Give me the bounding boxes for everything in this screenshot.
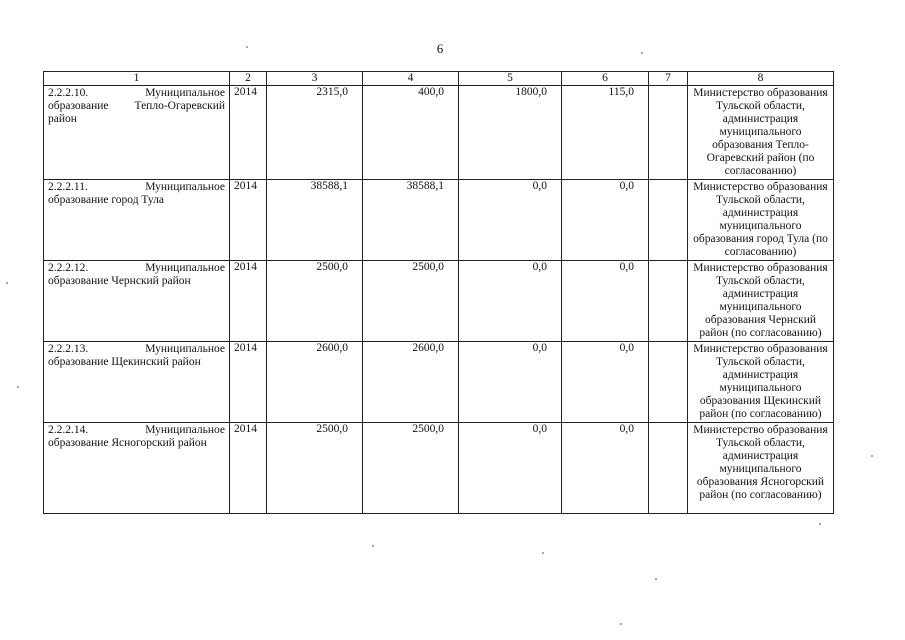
column-5-cell: 0,0: [459, 180, 562, 261]
measure-name-cell: 2.2.2.14. Муниципальное образование Ясногорский район: [44, 423, 230, 514]
measure-name-cell: 2.2.2.13. Муниципальное образование Щекинский район: [44, 342, 230, 423]
total-cell: 2600,0: [267, 342, 363, 423]
year-cell: 2014: [230, 86, 267, 180]
column-6-cell: 0,0: [562, 423, 649, 514]
measure-name-cell: 2.2.2.12. Муниципальное образование Чернский район: [44, 261, 230, 342]
column-6-cell: 0,0: [562, 342, 649, 423]
total-cell: 38588,1: [267, 180, 363, 261]
scan-speck: [620, 623, 622, 625]
column-5-cell: 0,0: [459, 423, 562, 514]
column-4-cell: 2500,0: [363, 423, 459, 514]
year-cell: 2014: [230, 342, 267, 423]
scan-speck: [542, 552, 544, 554]
column-4-cell: 400,0: [363, 86, 459, 180]
column-5-cell: 1800,0: [459, 86, 562, 180]
scan-speck: [871, 455, 873, 457]
table-row: [44, 86, 834, 180]
total-cell: 2500,0: [267, 423, 363, 514]
column-6-cell: 0,0: [562, 261, 649, 342]
column-header-4: 4: [363, 72, 459, 86]
column-7-cell: [649, 86, 688, 180]
column-4-cell: 38588,1: [363, 180, 459, 261]
column-header-5: 5: [459, 72, 562, 86]
scan-speck: [246, 46, 248, 48]
table-body: [44, 86, 834, 514]
column-6-cell: 115,0: [562, 86, 649, 180]
column-header-7: 7: [649, 72, 688, 86]
scan-speck: [655, 578, 657, 580]
funding-table: [43, 71, 834, 514]
executor-cell: Министерство образования Тульской области, администрация муниципального образования Ясногорский район (по согласованию): [688, 423, 834, 514]
table-row: [44, 261, 834, 342]
column-5-cell: 0,0: [459, 342, 562, 423]
total-cell: 2500,0: [267, 261, 363, 342]
year-cell: 2014: [230, 180, 267, 261]
column-header-8: 8: [688, 72, 834, 86]
column-6-cell: 0,0: [562, 180, 649, 261]
column-header-2: 2: [230, 72, 267, 86]
year-cell: 2014: [230, 423, 267, 514]
column-4-cell: 2600,0: [363, 342, 459, 423]
header-row: [44, 72, 834, 86]
column-7-cell: [649, 342, 688, 423]
executor-cell: Министерство образования Тульской области, администрация муниципального образования Щекинский район (по согласованию): [688, 342, 834, 423]
column-7-cell: [649, 180, 688, 261]
table-header: [44, 72, 834, 86]
page-number: 6: [436, 41, 444, 56]
column-header-3: 3: [267, 72, 363, 86]
column-7-cell: [649, 261, 688, 342]
executor-cell: Министерство образования Тульской области, администрация муниципального образования Тепло-Огаревский район (по согласованию): [688, 86, 834, 180]
year-cell: 2014: [230, 261, 267, 342]
scan-speck: [6, 282, 8, 284]
scan-speck: [819, 523, 821, 525]
column-4-cell: 2500,0: [363, 261, 459, 342]
table-row: [44, 180, 834, 261]
executor-cell: Министерство образования Тульской области, администрация муниципального образования Чернский район (по согласованию): [688, 261, 834, 342]
executor-cell: Министерство образования Тульской области, администрация муниципального образования город Тула (по согласованию): [688, 180, 834, 261]
scan-speck: [17, 386, 19, 388]
scan-speck: [372, 545, 374, 547]
total-cell: 2315,0: [267, 86, 363, 180]
measure-name-cell: 2.2.2.10. Муниципальное образование Тепло-Огаревский район: [44, 86, 230, 180]
scan-speck: [641, 52, 643, 54]
table-row: [44, 342, 834, 423]
measure-name-cell: 2.2.2.11. Муниципальное образование город Тула: [44, 180, 230, 261]
column-5-cell: 0,0: [459, 261, 562, 342]
column-7-cell: [649, 423, 688, 514]
column-header-6: 6: [562, 72, 649, 86]
table-row: [44, 423, 834, 514]
column-header-1: 1: [44, 72, 230, 86]
